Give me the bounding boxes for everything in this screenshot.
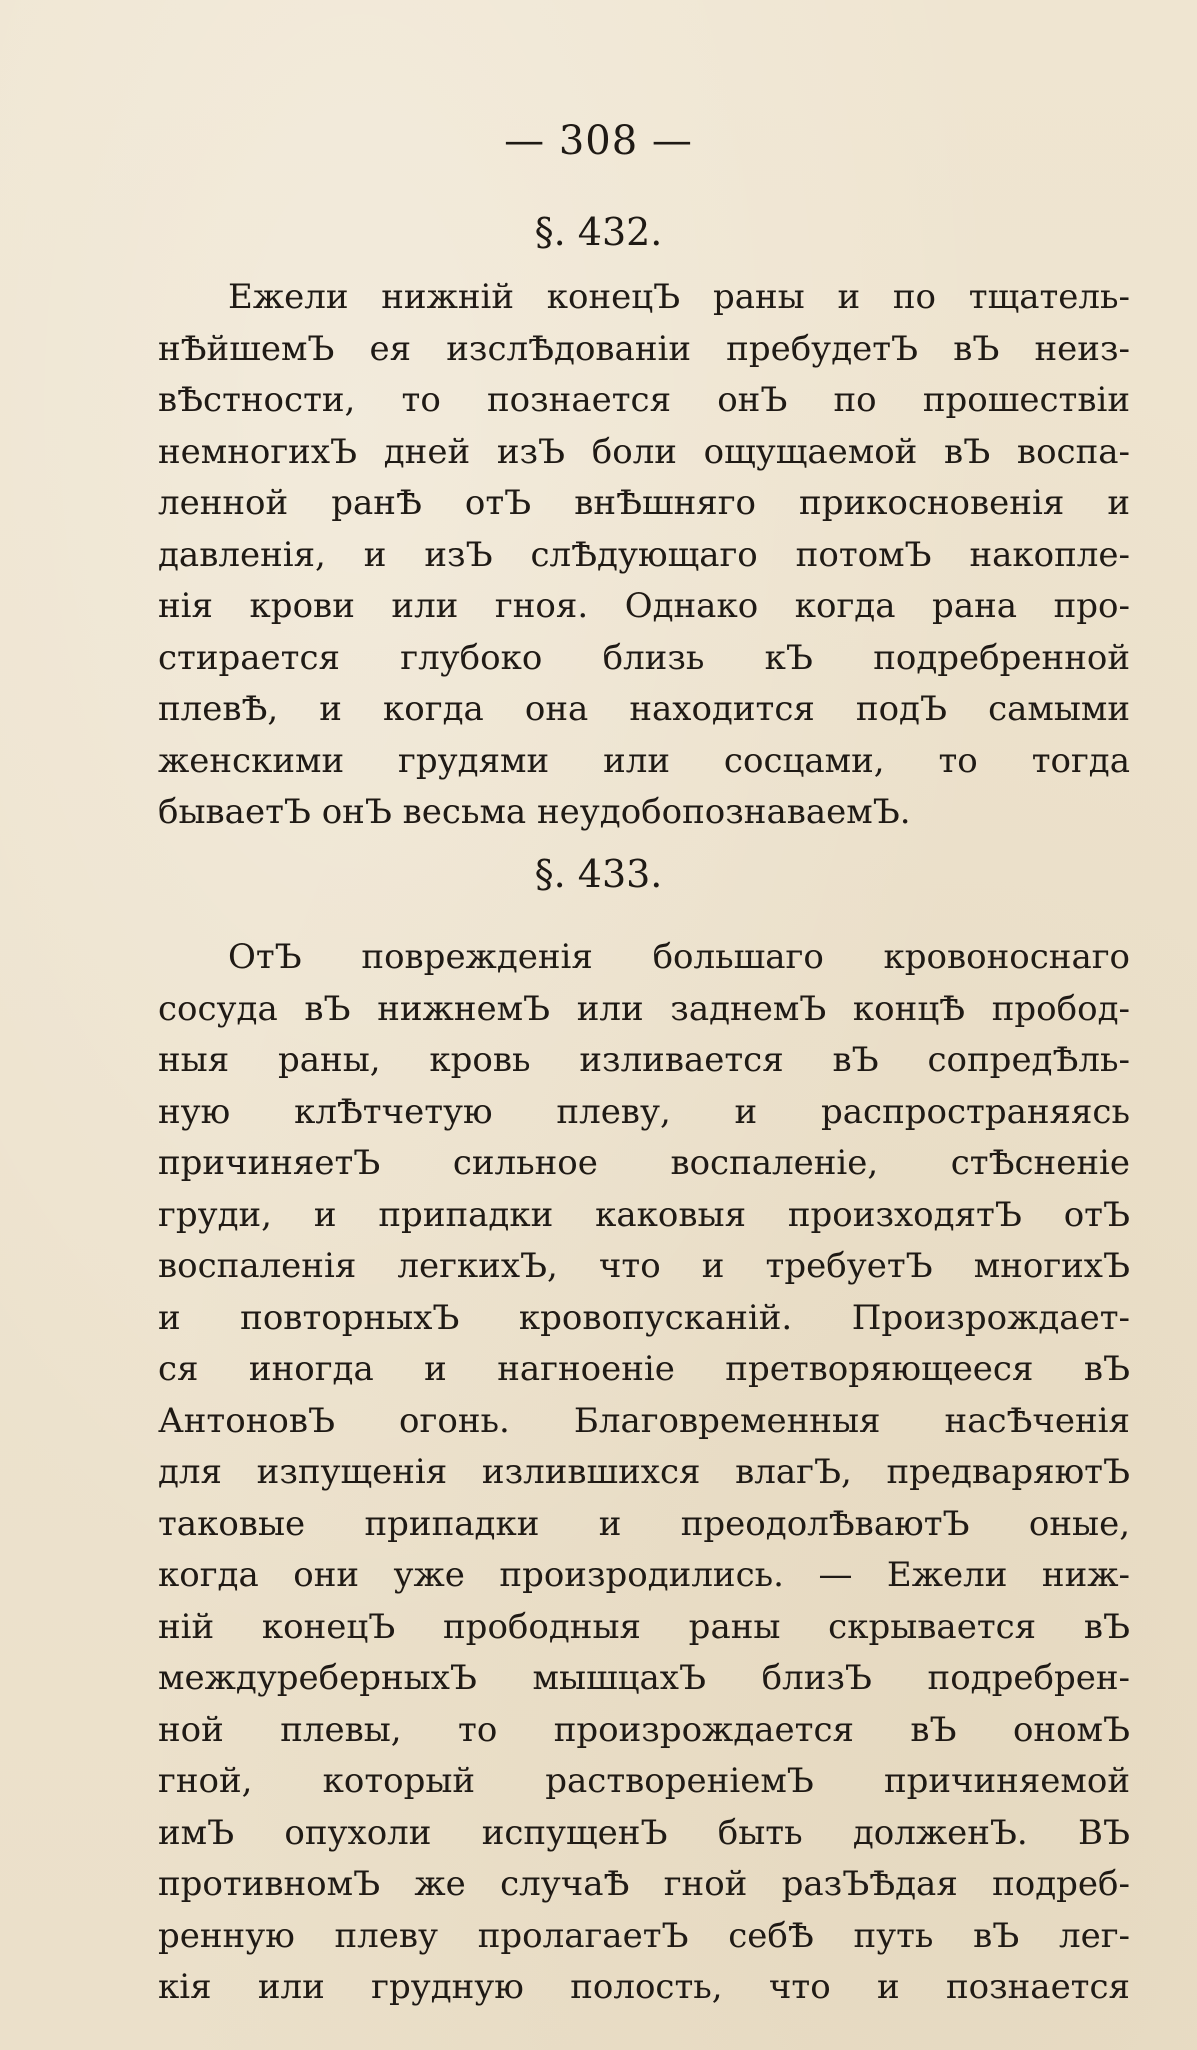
text-line: воспаленія легкихЪ, что и требуетЪ многихЪ [158,1246,1130,1286]
text-line: имЪ опухоли испущенЪ быть долженЪ. ВЪ [158,1812,1130,1853]
text-line: нѢйшемЪ ея изслѢдованіи пребудетЪ вЪ неиз- [158,328,1130,369]
section-432-text [158,272,1130,839]
text-line: таковые припадки и преодолѢваютЪ оные, [158,1503,1130,1544]
text-line: противномЪ же случаѢ гной разЪѢдая подреб- [158,1864,1130,1904]
text-line: немногихЪ дней изЪ боли ощущаемой вЪ воспа- [158,431,1130,472]
section-heading-432: §. 432. [534,210,663,254]
text-line: плевѢ, и когда она находится подЪ самыми [158,689,1130,729]
text-line: ную клѢтчетую плеву, и распространяясь [158,1091,1130,1132]
text-line: ній конецЪ прободныя раны скрывается вЪ [158,1606,1130,1647]
text-line: и повторныхЪ кровопусканій. Произрождает- [158,1297,1130,1338]
text-line: груди, и припадки каковыя произходятЪ отЪ [158,1194,1130,1235]
text-line: ной плевы, то произрождается вЪ ономЪ [158,1709,1130,1750]
text-line: междуреберныхЪ мышцахЪ близЪ подребрен- [158,1658,1130,1698]
text-line: женскими грудями или сосцами, то тогда [158,740,1130,781]
text-line: причиняетЪ сильное воспаленіе, стѢсненіе [158,1143,1130,1183]
text-line: давленія, и изЪ слѢдующаго потомЪ накопле- [158,534,1130,575]
text-line: ленной ранѢ отЪ внѢшняго прикосновенія и [158,483,1130,523]
text-line: Ежели нижній конецЪ раны и по тщатель- [228,277,1130,317]
text-line: стирается глубоко близь кЪ подребренной [158,637,1130,678]
section-heading-433: §. 433. [534,852,663,896]
text-line: для изпущенія излившихся влагЪ, предваряютЪ [158,1452,1130,1492]
text-line: сосуда вЪ нижнемЪ или заднемЪ концѢ пробод- [158,988,1130,1029]
text-line: вѢстности, то познается онЪ по прошествіи [158,380,1130,420]
text-line: АнтоновЪ огонь. Благовременныя насѢченія [158,1400,1130,1441]
text-line: нія крови или гноя. Однако когда рана про- [158,586,1130,626]
section-433-text [158,932,1130,2014]
text-line: кія или грудную полость, что и познается [158,1967,1130,2007]
text-line: ОтЪ поврежденія большаго кровоноснаго [228,937,1130,977]
text-line: когда они уже произродились. — Ежели ниж- [158,1555,1130,1595]
text-line: бываетЪ онЪ весьма неудобопознаваемЪ. [158,792,911,832]
page-number: — 308 — [504,118,693,164]
text-line: ся иногда и нагноеніе претворяющееся вЪ [158,1349,1130,1389]
text-line: ныя раны, кровь изливается вЪ сопредѢль- [158,1040,1130,1080]
text-line: ренную плеву пролагаетЪ себѢ путь вЪ лег- [158,1915,1130,1956]
text-line: гной, который раствореніемЪ причиняемой [158,1761,1130,1801]
